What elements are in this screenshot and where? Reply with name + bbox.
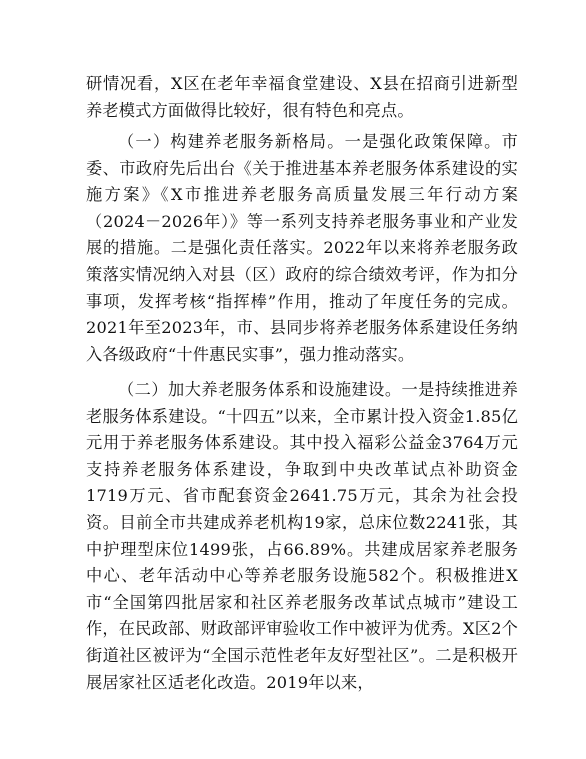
paragraph-intro: 研情况看，X区在老年幸福食堂建设、X县在招商引进新型养老模式方面做得比较好，很有特色和亮点。 xyxy=(86,74,518,120)
paragraph-new-pattern: （一）构建养老服务新格局。一是强化政策保障。市委、市政府先后出台《关于推进基本养老服务体系建设的实施方案》《X市推进养老服务高质量发展三年行动方案（2024－2026年）》等一系列支持养老服务事业和产业发展的措施。二是强化责任落实。2022年以来将养老服务政策落实情况纳入对县（区）政府的综合绩效考评，作为扣分事项，发挥考核“指挥棒”作用，推动了年度任务的完成。2021年至2023年，市、县同步将养老服务体系建设任务纳入各级政府“十件惠民实事”，强力推动落实。 xyxy=(86,132,518,364)
paragraph-facilities: （二）加大养老服务体系和设施建设。一是持续推进养老服务体系建设。“十四五”以来，全市累计投入资金1.85亿元用于养老服务体系建设。其中投入福彩公益金3764万元支持养老服务体系建设，争取到中央改革试点补助资金1719万元、省市配套资金2641.75万元，其余为社会投资。目前全市共建成养老机构19家，总床位数2241张，其中护理型床位1499张，占66.89%。共建成居家养老服务中心、老年活动中心等养老服务设施582个。积极推进X市“全国第四批居家和社区养老服务改革试点城市”建设工作，在民政部、财政部评审验收工作中被评为优秀。X区2个街道社区被评为“全国示范性老年友好型社区”。二是积极开展居家社区适老化改造。2019年以来， xyxy=(86,380,518,692)
